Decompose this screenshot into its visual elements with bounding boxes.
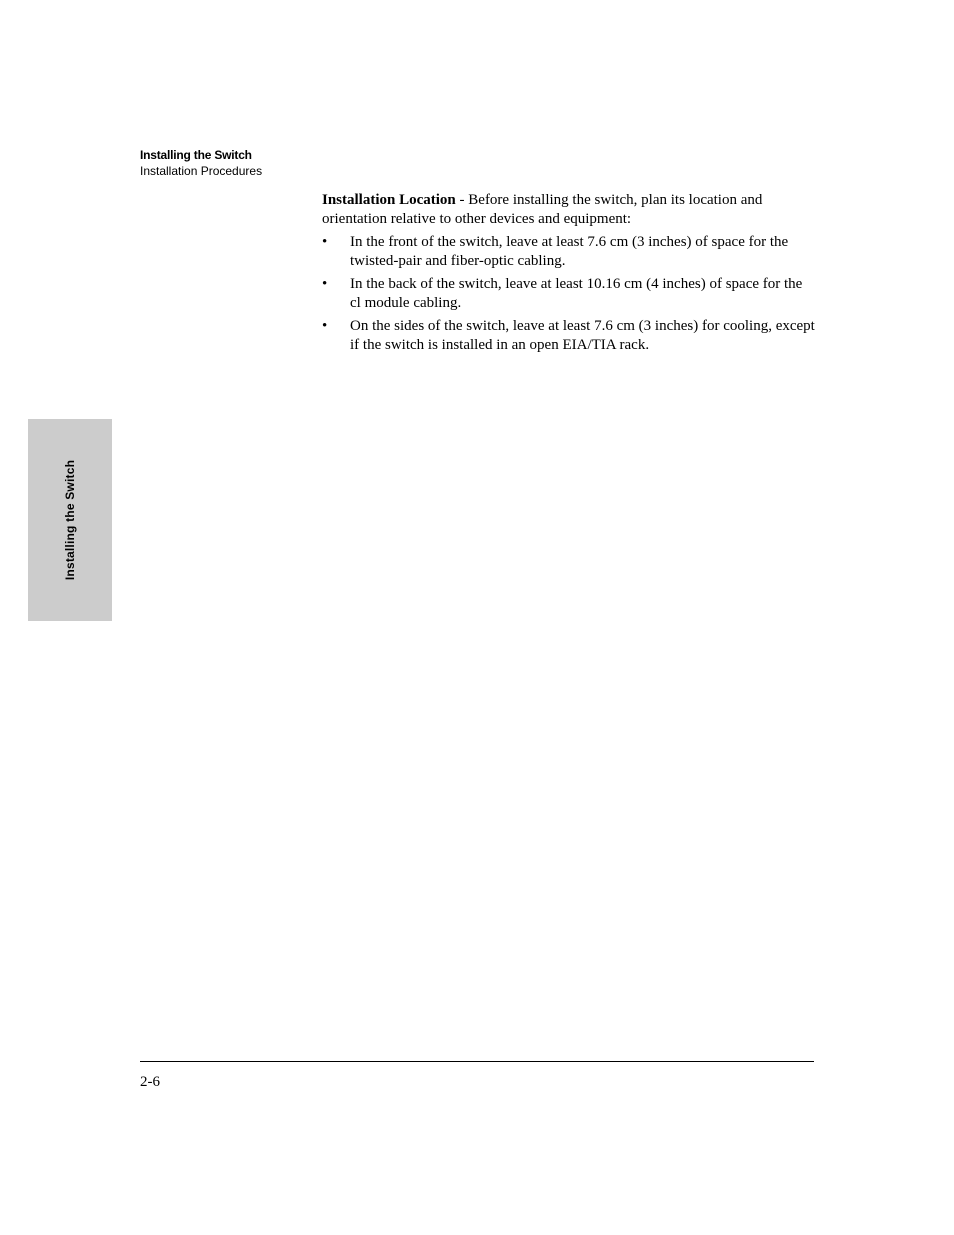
bullet-icon: • [322, 318, 328, 334]
main-content [322, 191, 816, 359]
list-item-text: On the sides of the switch, leave at least 7.6 cm (3 inches) for cooling, except if the switch is installed in an open EIA/TIA rack. [350, 318, 815, 353]
list-item-text: In the back of the switch, leave at least 10.16 cm (4 inches) of space for the cl module cabling. [350, 276, 803, 311]
bullet-icon: • [322, 276, 328, 292]
list-item-text: In the front of the switch, leave at least 7.6 cm (3 inches) of space for the twisted-pair and fiber-optic cabling. [350, 234, 789, 269]
intro-paragraph [322, 191, 816, 229]
section-title: Installation Procedures [140, 164, 263, 178]
side-tab-label: Installing the Switch [63, 459, 77, 581]
chapter-title: Installing the Switch [140, 148, 252, 162]
chapter-side-tab [28, 419, 112, 621]
bullet-list [322, 233, 816, 355]
list-item [322, 275, 816, 313]
lead-heading: Installation Location [322, 192, 456, 208]
page-number: 2-6 [140, 1074, 160, 1090]
lead-text: - Before installing the switch, plan its location and orientation relative to other devices and equipment: [322, 192, 763, 227]
list-item [322, 233, 816, 271]
running-header [140, 147, 262, 179]
footer-divider [140, 1061, 814, 1062]
bullet-icon: • [322, 234, 328, 250]
list-item [322, 317, 816, 355]
